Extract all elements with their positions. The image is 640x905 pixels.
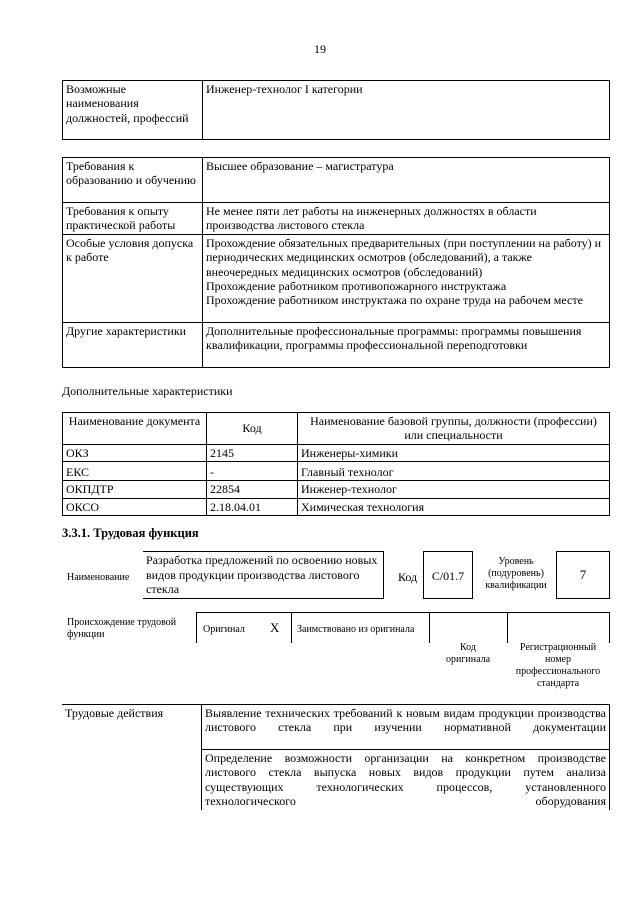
cell-group: Химическая технология <box>298 498 610 515</box>
function-name-value: Разработка предложений по освоению новых видов продукции производства листового стекла <box>146 553 378 596</box>
table-row <box>63 158 610 203</box>
cell-group: Инженер-технолог <box>298 481 610 498</box>
req-conditions-label: Особые условия допуска к работе <box>63 234 203 322</box>
function-name-box <box>143 551 384 599</box>
extra-table <box>62 412 610 516</box>
cell-doc: ОКСО <box>63 498 207 515</box>
origin-label: Происхождение трудовой функции <box>67 617 177 640</box>
requirements-table <box>62 157 610 368</box>
cell-code: 2.18.04.01 <box>207 498 298 515</box>
req-education-label: Требования к образованию и обучению <box>63 158 203 203</box>
function-code-label: Код <box>398 570 418 584</box>
origin-divider <box>291 613 292 643</box>
req-conditions-value: Прохождение обязательных предварительных (при поступлении на работу) и периодических медицинских осмотров (обследований), а также внеочередных медицинских осмотров (обследований) Прохождение работником противопожарного инструктажа Прохождение работником инструктажа по охране труда на рабочем месте <box>203 234 610 322</box>
req-experience-label: Требования к опыту практической работы <box>63 203 203 235</box>
function-heading: 3.3.1. Трудовая функция <box>62 526 199 540</box>
positions-label: Возможные наименования должностей, профессий <box>63 81 203 140</box>
function-name-label: Наименование <box>67 572 130 583</box>
positions-value: Инженер-технолог I категории <box>203 81 610 140</box>
origin-divider <box>429 613 430 643</box>
reg-num-label: Регистрационный номер профессионального стандарта <box>515 642 601 689</box>
req-education-value: Высшее образование – магистратура <box>203 158 610 203</box>
cell-group: Инженеры-химики <box>298 444 610 461</box>
table-row <box>63 81 610 140</box>
actions-table <box>62 704 610 810</box>
function-level-value: 7 <box>579 567 587 582</box>
col-header-group: Наименование базовой группы, должности (профессии) или специальности <box>298 413 610 445</box>
origin-divider <box>507 613 508 643</box>
page-number: 19 <box>314 42 326 56</box>
cell-code: 22854 <box>207 481 298 498</box>
req-experience-value: Не менее пяти лет работы на инженерных должностях в области производства листового стекла <box>203 203 610 235</box>
borrowed-label: Заимствовано из оригинала <box>297 624 415 635</box>
origin-box <box>196 612 610 643</box>
action-item: Выявление технических требований к новым видам продукции производства листового стекла при изучении нормативной документации <box>202 705 610 750</box>
table-row <box>63 234 610 322</box>
table-row <box>63 322 610 367</box>
function-level-label: Уровень (подуровень) квалификации <box>485 556 547 591</box>
table-row <box>63 444 610 461</box>
cell-doc: ОКЗ <box>63 444 207 461</box>
orig-code-label: Код оригинала <box>445 642 491 665</box>
function-level-box <box>556 551 610 599</box>
cell-doc: ЕКС <box>63 462 207 481</box>
function-code-value: С/01.7 <box>431 569 465 583</box>
col-header-document: Наименование документа <box>63 413 207 445</box>
cell-code: - <box>207 462 298 481</box>
table-row <box>62 705 610 750</box>
function-code-box <box>423 551 473 599</box>
req-other-value: Дополнительные профессиональные программы: программы повышения квалификации, программы профессиональной переподготовки <box>203 322 610 367</box>
table-row <box>63 481 610 498</box>
action-item: Определение возможности организации на конкретном производстве листового стекла выпуска новых видов продукции путем анализа существующих технологических процессов, установленного технологического оборудования <box>202 750 610 810</box>
col-header-code: Код <box>207 413 298 445</box>
cell-group: Главный технолог <box>298 462 610 481</box>
table-header-row <box>63 413 610 445</box>
req-other-label: Другие характеристики <box>63 322 203 367</box>
cell-doc: ОКПДТР <box>63 481 207 498</box>
table-row <box>63 462 610 481</box>
original-label: Оригинал <box>203 624 245 635</box>
cell-code: 2145 <box>207 444 298 461</box>
actions-label: Трудовые действия <box>62 705 202 810</box>
original-mark: X <box>270 620 280 635</box>
table-row <box>63 203 610 235</box>
table-row <box>63 498 610 515</box>
positions-table <box>62 80 610 140</box>
extra-heading: Дополнительные характеристики <box>62 384 233 398</box>
